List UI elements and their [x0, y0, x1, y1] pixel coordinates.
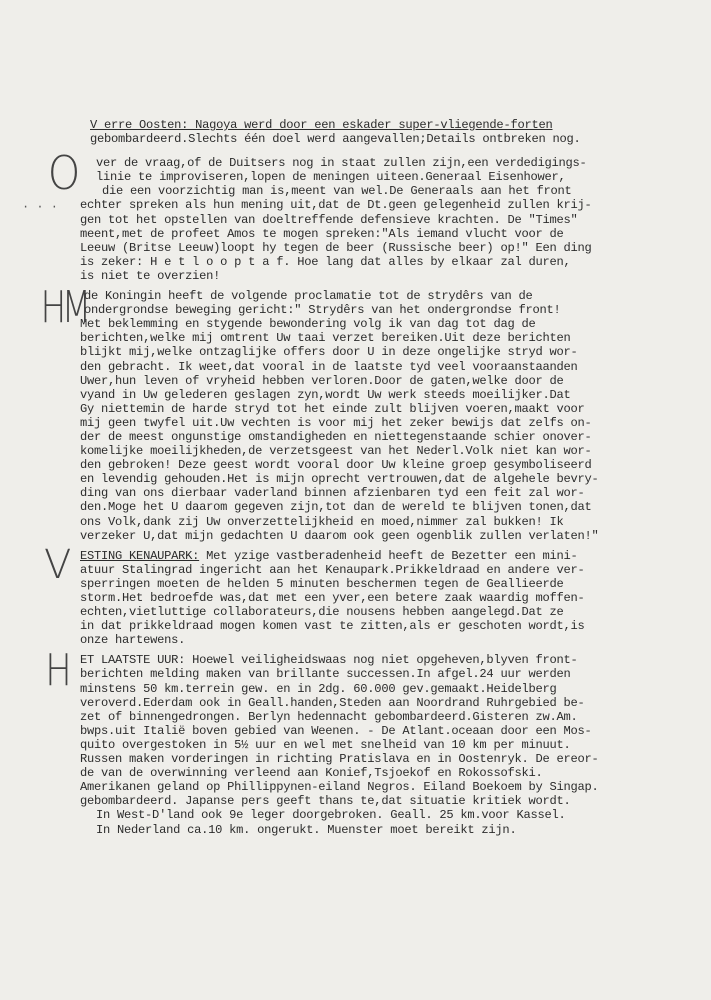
text-line: atuur Stalingrad ingericht aan het Kenaupark.Prikkeldraad en andere ver-: [80, 562, 585, 577]
paragraph-vesting-kenaupark: [44, 541, 680, 648]
typed-bulletin: [40, 118, 680, 837]
text-line: Met beklemming en stygende bewondering volg ik van dag tot dag de: [80, 317, 536, 332]
text-line: In West-D'land ook 9e leger doorgebroken. Geall. 25 km.voor Kassel.: [96, 808, 566, 823]
text-line: is zeker: H e t l o o p t a f. Hoe lang dat alles by elkaar zal duren,: [80, 254, 571, 269]
margin-mark: · · ·: [22, 200, 59, 214]
paragraph-laatste-uur: [45, 645, 680, 837]
paragraph-verre-oosten: [90, 118, 680, 146]
paragraph-koningin: [40, 282, 680, 543]
text-line: Uwer,hun leven of vryheid hebben verloren.Door de gaten,welke door de: [80, 373, 564, 388]
text-line: berichten melding maken van brillante successen.In afgel.24 uur werden: [80, 667, 571, 682]
text-line: storm.Het bedroefde was,dat met een yver,een betere zaak waardig moffen-: [80, 591, 585, 605]
text-line: verzeker U,dat mijn gedachten U daarom ook geen ogenblik zullen verlaten!": [80, 528, 599, 543]
drop-initial: O: [47, 146, 81, 201]
text-line: gebombardeerd.Slechts één doel werd aangevallen;Details ontbreken nog.: [90, 132, 581, 147]
text-line: echter spreken als hun mening uit,dat de Dt.geen gelegenheid zullen krij-: [80, 198, 592, 213]
drop-initial: HM: [40, 282, 87, 334]
text-line: meent,met de profeet Amos te mogen spreken:"Als iemand vlucht voor de: [80, 226, 564, 241]
drop-initial: V: [44, 541, 72, 588]
text-line: ET LAATSTE UUR: Hoewel veiligheidswaas nog niet opgeheven,blyven front-: [80, 653, 578, 668]
text-line: V erre Oosten: Nagoya werd door een eskader super-vliegende-forten: [90, 118, 553, 132]
text-line: den gebroken! Deze geest wordt vooral door Uw kleine groep gesymboliseerd: [80, 458, 592, 473]
text-line: gebombardeerd. Japanse pers geeft thans te,dat situatie kritiek wordt.: [80, 794, 571, 809]
text-line: Leeuw (Britse Leeuw)loopt hy tegen de beer (Russische beer) op!" Een ding: [80, 240, 592, 255]
text-line: blijkt mij,welke ontzaglijke offers door U in deze ongelijke stryd wor-: [80, 345, 578, 360]
text-line: die een voorzichtig man is,meent van wel.De Generaals aan het front: [102, 184, 572, 199]
text-line: de Koningin heeft de volgende proclamatie tot de strydêrs van de: [84, 289, 533, 304]
text-line: zet of binnengedrongen. Berlyn hedennacht gebombardeerd.Gisteren zw.Am.: [80, 709, 578, 724]
text-line: is niet te overzien!: [80, 268, 221, 283]
text-line: minstens 50 km.terrein gew. en in 2dg. 60.000 gev.gemaakt.Heidelberg: [80, 681, 557, 696]
drop-initial: H: [45, 645, 72, 697]
text-line: in dat prikkeldraad mogen komen vast te zitten,als er geschoten wordt,is: [80, 619, 585, 634]
text-line: gen tot het opstellen van doeltreffende defensieve krachten. De "Times": [80, 212, 578, 227]
text-line: berichten,welke mij omtrent Uw taai verzet bereiken.Uit deze berichten: [80, 331, 571, 346]
text-line: onze hartewens.: [80, 633, 186, 648]
text-line: echten,vietluttige collaborateurs,die nousens hebben aangelegd.Dat ze: [80, 605, 564, 620]
text-line: Gy niettemin de harde stryd tot het einde zult blijven voeren,maakt voor: [80, 401, 585, 416]
text-line: Russen maken vorderingen in richting Pratislava en in Oostenryk. De ereor-: [80, 752, 599, 767]
text-line: bwps.uit Italië boven gebied van Weenen. - De Atlant.oceaan door een Mos-: [80, 723, 592, 738]
text-line: en levendig gehouden.Het is mijn oprecht vertrouwen,dat de algehele bevry-: [80, 472, 599, 487]
text-line: ESTING KENAUPARK: Met yzige vastberadenheid heeft de Bezetter een mini-: [80, 548, 578, 563]
text-line: den gebracht. Ik weet,dat vooral in de laatste tyd veel vooraanstaanden: [80, 359, 578, 374]
text-line: ver de vraag,of de Duitsers nog in staat zullen zijn,een verdedigings-: [96, 156, 587, 171]
text-line: linie te improviseren,lopen de meningen uiteen.Generaal Eisenhower,: [96, 170, 566, 185]
text-line: den.Moge het U daarom gegeven zijn,tot dan de wereld te blijven tonen,dat: [80, 500, 592, 515]
text-line: sperringen moeten de helden 5 minuten beschermen tegen de Geallieerde: [80, 576, 564, 591]
text-line: der de meest ongunstige omstandigheden en niettegenstaande schier onover-: [80, 429, 592, 444]
text-line: veroverd.Ederdam ook in Geall.handen,Steden aan Noordrand Ruhrgebied be-: [80, 695, 585, 710]
text-line: ons Volk,dank zij Uw onverzettelijkheid en moed,nimmer zal bukken! Ik: [80, 514, 564, 529]
paragraph-duitsers: [47, 146, 680, 283]
text-line: de van de overwinning verleend aan Konief,Tsjoekof en Rokossofski.: [80, 766, 543, 781]
text-line: komelijke moeilijkheden,de verzetsgeest van het Nederl.Volk niet kan wor-: [80, 444, 592, 459]
section-heading: ESTING KENAUPARK:: [80, 548, 200, 563]
text-line: quito overgestoken in 5½ uur en wel met snelheid van 10 km per minuut.: [80, 737, 571, 752]
text-line: In Nederland ca.10 km. ongerukt. Muenster moet bereikt zijn.: [96, 822, 517, 837]
text-line: ondergrondse beweging gericht:" Strydêrs van het ondergrondse front!: [84, 303, 561, 318]
text-line: mij geen twyfel uit.Uw vechten is voor mij het zeker bewijs dat zelfs on-: [80, 415, 592, 430]
text-line: Amerikanen geland op Phillippynen-eiland Negros. Eiland Boekoem by Singap.: [80, 780, 599, 795]
text-line: vyand in Uw gelederen geslagen zyn,wordt Uw werk steeds moeilijker.Dat: [80, 387, 571, 402]
text-line: ding van ons dierbaar vaderland binnen afzienbaren tyd een feit zal wor-: [80, 486, 585, 501]
